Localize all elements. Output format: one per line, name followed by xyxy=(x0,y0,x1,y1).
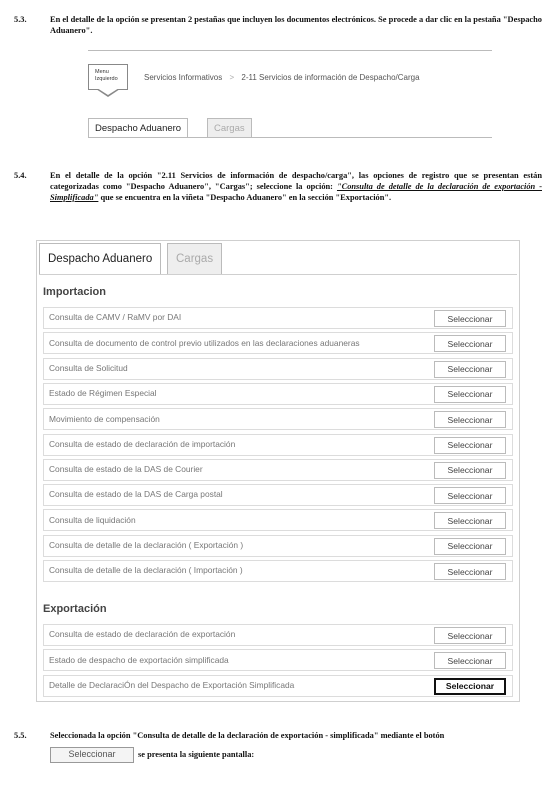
list-item xyxy=(43,560,513,582)
list-item xyxy=(43,624,513,646)
select-button[interactable]: Seleccionar xyxy=(434,487,506,504)
tab-bar xyxy=(88,118,492,138)
select-button[interactable]: Seleccionar xyxy=(434,462,506,479)
select-button[interactable]: Seleccionar xyxy=(434,678,506,695)
divider xyxy=(88,50,492,51)
services-panel xyxy=(36,240,520,702)
step-number: 5.4. xyxy=(14,171,27,180)
tab-despacho-aduanero[interactable]: Despacho Aduanero xyxy=(39,243,161,274)
list-item xyxy=(43,358,513,380)
step-5-4 xyxy=(14,171,542,203)
step-text xyxy=(50,171,542,203)
tab-cargas[interactable]: Cargas xyxy=(207,118,252,137)
select-button[interactable]: Seleccionar xyxy=(434,652,506,669)
list-item-label: Estado de despacho de exportación simplificada xyxy=(49,654,229,665)
list-item-label: Consulta de estado de declaración de importación xyxy=(49,438,236,449)
list-item-label: Consulta de liquidación xyxy=(49,514,136,525)
list-item xyxy=(43,434,513,456)
list-item xyxy=(43,509,513,531)
breadcrumb-screenshot xyxy=(88,50,492,138)
list-item-label: Consulta de estado de la DAS de Courier xyxy=(49,464,203,475)
list-item-label: Consulta de Solicitud xyxy=(49,362,128,373)
select-button[interactable]: Seleccionar xyxy=(434,386,506,403)
list-item-label: Estado de Régimen Especial xyxy=(49,388,157,399)
step-text-part2: se presenta la siguiente pantalla: xyxy=(138,749,255,759)
menu-label-line1: Menu xyxy=(95,69,109,75)
select-button[interactable]: Seleccionar xyxy=(434,627,506,644)
tab-cargas[interactable]: Cargas xyxy=(167,243,222,274)
list-item xyxy=(43,332,513,354)
list-item-label: Consulta de estado de declaración de exportación xyxy=(49,629,236,640)
menu-label-line2: Izquierdo xyxy=(95,75,118,82)
select-button[interactable]: Seleccionar xyxy=(434,335,506,352)
select-button[interactable]: Seleccionar xyxy=(434,361,506,378)
list-item-label: Consulta de detalle de la declaración ( Exportación ) xyxy=(49,540,244,551)
list-item-label: Consulta de CAMV / RaMV por DAI xyxy=(49,312,182,323)
tab-bar xyxy=(39,243,517,275)
select-button-sample: Seleccionar xyxy=(50,747,134,763)
step-text-part2: que se encuentra en la viñeta "Despacho Aduanero" en la sección "Exportación". xyxy=(98,192,392,202)
menu-arrow-icon xyxy=(96,89,120,97)
step-5-5 xyxy=(14,731,542,763)
step-number: 5.3. xyxy=(14,15,27,24)
list-item-label: Movimiento de compensación xyxy=(49,413,160,424)
list-item xyxy=(43,649,513,671)
section-title-importacion: Importacion xyxy=(43,286,106,298)
select-button[interactable]: Seleccionar xyxy=(434,437,506,454)
step-number: 5.5. xyxy=(14,731,27,740)
list-item xyxy=(43,484,513,506)
list-item xyxy=(43,459,513,481)
list-item xyxy=(43,535,513,557)
list-item-label: Consulta de documento de control previo utilizados en las declaraciones aduaneras xyxy=(49,337,360,348)
step-text: En el detalle de la opción se presentan 2 pestañas que incluyen los documentos electrónicos. Se procede a dar clic en la pestaña "Despacho Aduanero". xyxy=(50,15,542,35)
chevron-right-icon: > xyxy=(229,73,235,82)
step-5-3 xyxy=(14,15,542,37)
select-button[interactable]: Seleccionar xyxy=(434,512,506,529)
select-button[interactable]: Seleccionar xyxy=(434,310,506,327)
breadcrumb-item-servicios[interactable]: Servicios Informativos xyxy=(144,73,223,82)
select-button[interactable]: Seleccionar xyxy=(434,538,506,555)
list-item xyxy=(43,307,513,329)
list-item-label: Consulta de estado de la DAS de Carga postal xyxy=(49,489,223,500)
list-item xyxy=(43,383,513,405)
step-text-line2 xyxy=(50,747,542,763)
breadcrumb-item-despacho-carga[interactable]: 2-11 Servicios de información de Despacho/Carga xyxy=(241,73,420,82)
select-button[interactable]: Seleccionar xyxy=(434,411,506,428)
list-item-label: Consulta de detalle de la declaración ( Importación ) xyxy=(49,565,243,576)
left-menu-button[interactable] xyxy=(88,64,128,90)
step-text xyxy=(50,731,542,763)
select-button[interactable]: Seleccionar xyxy=(434,563,506,580)
tab-despacho-aduanero[interactable]: Despacho Aduanero xyxy=(88,118,188,137)
step-text-part1: Seleccionada la opción "Consulta de detalle de la declaración de exportación - simplificada" mediante el botón xyxy=(50,731,445,740)
list-item xyxy=(43,408,513,430)
section-title-exportacion: Exportación xyxy=(43,603,107,615)
option-link-text: "Consulta de detalle de la declaración de exportación - Simplificada" xyxy=(50,181,542,202)
step-text-part1: En el detalle de la opción "2.11 Servicios de información de despacho/carga", las opciones de registro que se presentan están categorizadas como "Despacho Aduanero", "Cargas"; seleccione la opción: xyxy=(50,171,542,191)
list-item xyxy=(43,675,513,697)
breadcrumb xyxy=(144,73,420,82)
list-item-label: Detalle de DeclaraciÓn del Despacho de Exportación Simplificada xyxy=(49,679,295,690)
